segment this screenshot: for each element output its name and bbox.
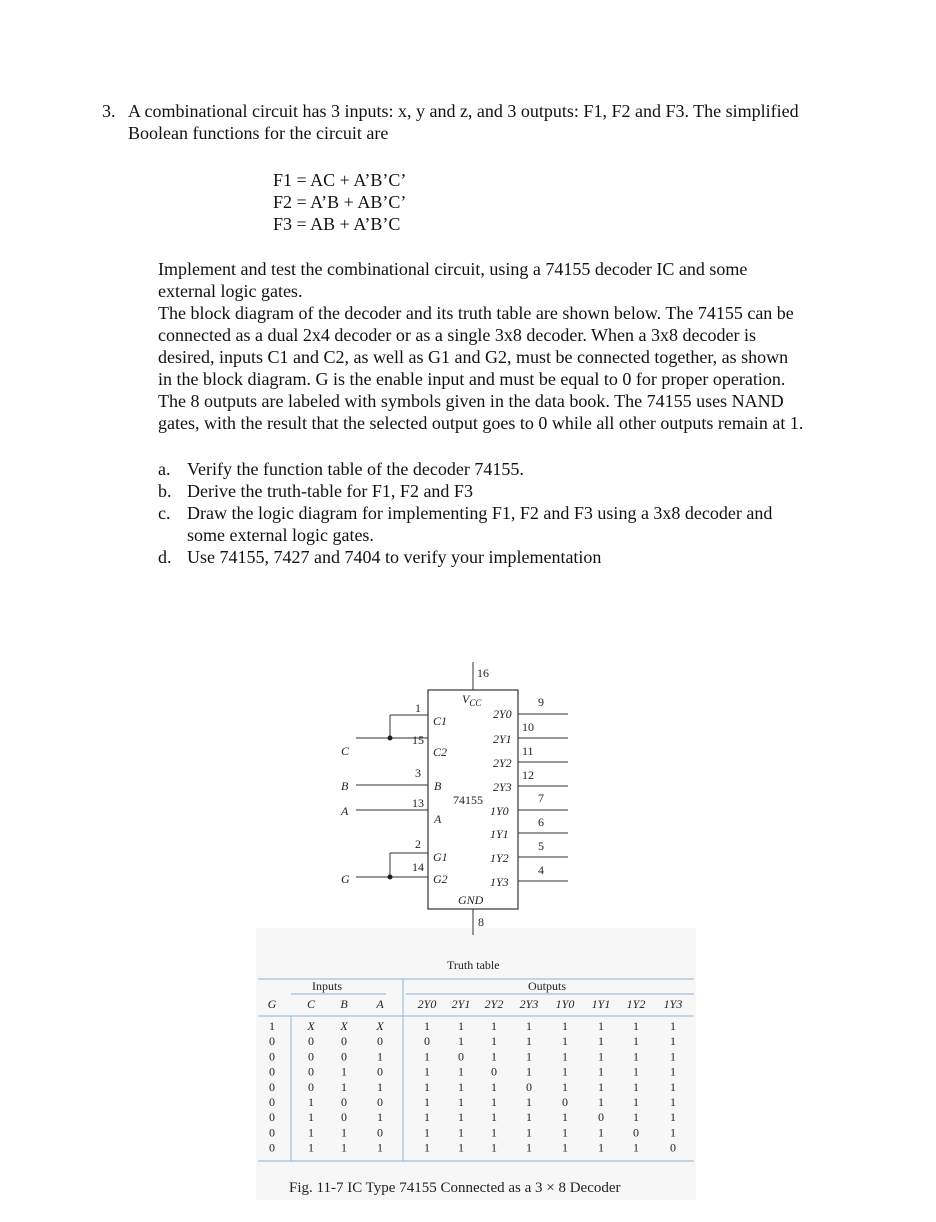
pin-number: 12 xyxy=(522,768,534,782)
table-cell: X xyxy=(340,1019,348,1033)
table-cell: 1 xyxy=(424,1064,430,1079)
column-header: 1Y2 xyxy=(626,997,646,1011)
gnd-pin-number: 8 xyxy=(478,915,484,929)
table-cell: 0 xyxy=(377,1125,383,1140)
table-cell: 1 xyxy=(633,1079,639,1094)
intro-line-2: Boolean functions for the circuit are xyxy=(128,123,389,143)
table-cell: 1 xyxy=(424,1140,430,1155)
inputs-group-label: Inputs xyxy=(312,979,342,993)
pin-number: 10 xyxy=(522,720,534,734)
table-cell: 0 xyxy=(458,1049,464,1064)
paragraph-line: in the block diagram. G is the enable input and must be equal to 0 for proper operation. xyxy=(158,369,786,389)
paragraph-line: external logic gates. xyxy=(158,281,303,301)
table-cell: 1 xyxy=(341,1079,347,1094)
table-cell: 1 xyxy=(526,1064,532,1079)
pin-label: 2Y0 xyxy=(493,707,512,721)
table-cell: 1 xyxy=(377,1140,383,1155)
table-cell: 0 xyxy=(491,1064,497,1079)
pin-label: C1 xyxy=(433,714,448,728)
table-cell: 1 xyxy=(424,1110,430,1125)
paragraph-line: Implement and test the combinational circuit, using a 74155 decoder IC and some xyxy=(158,259,748,279)
table-cell: 0 xyxy=(341,1034,347,1049)
paragraph-line: connected as a dual 2x4 decoder or as a single 3x8 decoder. When a 3x8 decoder is xyxy=(158,325,756,345)
task-text: Draw the logic diagram for implementing F1, F2 and F3 using a 3x8 decoder and xyxy=(187,503,773,523)
table-cell: 0 xyxy=(341,1049,347,1064)
pin-number: 1 xyxy=(415,701,421,715)
column-header: 1Y0 xyxy=(555,997,575,1011)
problem-number: 3. xyxy=(102,101,116,121)
pin-number: 4 xyxy=(538,863,544,877)
table-cell: 1 xyxy=(526,1140,532,1155)
table-cell: 1 xyxy=(670,1034,676,1049)
table-cell: 1 xyxy=(670,1079,676,1094)
table-cell: 1 xyxy=(562,1140,568,1155)
table-cell: 0 xyxy=(269,1049,275,1064)
equation-f3: F3 = AB + A’B’C xyxy=(273,214,401,234)
paragraph-line: The 8 outputs are labeled with symbols given in the data book. The 74155 uses NAND xyxy=(158,391,784,411)
table-cell: 1 xyxy=(670,1049,676,1064)
table-cell: 1 xyxy=(526,1019,532,1033)
table-cell: 1 xyxy=(526,1125,532,1140)
pin-label: C2 xyxy=(433,745,448,759)
table-cell: 1 xyxy=(424,1095,430,1109)
table-cell: 0 xyxy=(308,1049,314,1064)
vcc-pin-number: 16 xyxy=(477,666,489,680)
table-cell: 1 xyxy=(341,1140,347,1155)
pin-number: 11 xyxy=(522,744,534,758)
table-cell: 1 xyxy=(598,1034,604,1049)
table-cell: 1 xyxy=(526,1095,532,1109)
table-cell: 1 xyxy=(526,1049,532,1064)
table-cell: 1 xyxy=(633,1019,639,1033)
figure-caption: Fig. 11-7 IC Type 74155 Connected as a 3 × 8 Decoder xyxy=(289,1180,621,1196)
table-cell: 0 xyxy=(633,1125,639,1140)
table-cell: 1 xyxy=(633,1034,639,1049)
table-cell: 1 xyxy=(458,1110,464,1125)
table-cell: 1 xyxy=(670,1125,676,1140)
table-cell: 1 xyxy=(458,1140,464,1155)
pin-label: 1Y3 xyxy=(490,875,509,889)
table-cell: 1 xyxy=(670,1019,676,1033)
table-cell: 0 xyxy=(424,1034,430,1049)
table-cell: 1 xyxy=(598,1140,604,1155)
table-cell: 1 xyxy=(491,1034,497,1049)
table-cell: 1 xyxy=(562,1019,568,1033)
task-text: Derive the truth-table for F1, F2 and F3 xyxy=(187,481,473,501)
table-cell: 0 xyxy=(308,1064,314,1079)
input-label-g: G xyxy=(341,872,350,886)
table-cell: 0 xyxy=(377,1064,383,1079)
pin-number: 7 xyxy=(538,791,544,805)
table-cell: 0 xyxy=(341,1110,347,1125)
task-letter: d. xyxy=(158,547,172,567)
pin-number: 14 xyxy=(412,860,424,874)
table-cell: 0 xyxy=(308,1034,314,1049)
table-cell: 1 xyxy=(458,1095,464,1109)
table-cell: 0 xyxy=(670,1140,676,1155)
table-cell: 1 xyxy=(269,1019,275,1033)
table-cell: 1 xyxy=(491,1140,497,1155)
table-cell: 1 xyxy=(526,1110,532,1125)
table-cell: 1 xyxy=(562,1049,568,1064)
table-cell: 1 xyxy=(633,1110,639,1125)
table-cell: 1 xyxy=(562,1064,568,1079)
column-header: 2Y3 xyxy=(519,997,539,1011)
table-cell: 1 xyxy=(458,1034,464,1049)
chip-name: 74155 xyxy=(453,793,483,807)
junction-dot-c xyxy=(388,736,393,741)
pin-label: B xyxy=(434,779,442,793)
column-header: 2Y0 xyxy=(417,997,437,1011)
table-cell: 1 xyxy=(424,1019,430,1033)
table-cell: 0 xyxy=(377,1034,383,1049)
pin-number: 13 xyxy=(412,796,424,810)
task-letter: a. xyxy=(158,459,171,479)
pin-label: 1Y1 xyxy=(490,827,509,841)
table-cell: 0 xyxy=(269,1095,275,1109)
pin-number: 3 xyxy=(415,766,421,780)
pin-label: 1Y2 xyxy=(490,851,509,865)
table-cell: 0 xyxy=(526,1079,532,1094)
table-cell: 0 xyxy=(377,1095,383,1109)
table-cell: 0 xyxy=(562,1095,568,1109)
table-cell: 1 xyxy=(491,1095,497,1109)
table-cell: 1 xyxy=(424,1049,430,1064)
pin-label: 1Y0 xyxy=(490,804,509,818)
table-cell: 1 xyxy=(598,1125,604,1140)
table-cell: 1 xyxy=(633,1064,639,1079)
table-cell: 1 xyxy=(598,1095,604,1109)
table-cell: 1 xyxy=(341,1125,347,1140)
pin-label: 2Y3 xyxy=(493,780,512,794)
table-cell: 1 xyxy=(424,1079,430,1094)
table-cell: 0 xyxy=(598,1110,604,1125)
task-letter: b. xyxy=(158,481,172,501)
paragraph-line: desired, inputs C1 and C2, as well as G1 and G2, must be connected together, as shown xyxy=(158,347,789,367)
paragraph-line: The block diagram of the decoder and its truth table are shown below. The 74155 can be xyxy=(158,303,794,323)
table-cell: 1 xyxy=(670,1110,676,1125)
pin-number: 6 xyxy=(538,815,544,829)
equation-f1: F1 = AC + A’B’C’ xyxy=(273,170,407,190)
pin-number: 2 xyxy=(415,837,421,851)
truth-table-title: Truth table xyxy=(447,958,500,972)
table-cell: 1 xyxy=(562,1110,568,1125)
pin-number: 15 xyxy=(412,733,424,747)
table-cell: 1 xyxy=(598,1064,604,1079)
table-cell: 1 xyxy=(308,1140,314,1155)
equation-f2: F2 = A’B + AB’C’ xyxy=(273,192,407,212)
table-cell: 1 xyxy=(562,1034,568,1049)
input-label-b: B xyxy=(341,779,349,793)
table-cell: 0 xyxy=(269,1140,275,1155)
table-cell: 1 xyxy=(491,1079,497,1094)
table-cell: 1 xyxy=(377,1049,383,1064)
pin-label: G1 xyxy=(433,850,448,864)
table-cell: 1 xyxy=(377,1110,383,1125)
paragraph-line: gates, with the result that the selected output goes to 0 while all other outputs remain at 1. xyxy=(158,413,804,433)
table-cell: 1 xyxy=(633,1095,639,1109)
table-cell: 1 xyxy=(491,1110,497,1125)
pin-label: G2 xyxy=(433,872,448,886)
column-header: 2Y1 xyxy=(451,997,471,1011)
column-header: 1Y3 xyxy=(663,997,683,1011)
pin-label: 2Y1 xyxy=(493,732,512,746)
column-header: B xyxy=(340,997,348,1011)
table-cell: 1 xyxy=(458,1079,464,1094)
table-cell: 1 xyxy=(377,1079,383,1094)
table-cell: 1 xyxy=(491,1019,497,1033)
table-cell: 1 xyxy=(670,1095,676,1109)
table-cell: 1 xyxy=(562,1125,568,1140)
table-cell: 1 xyxy=(598,1049,604,1064)
input-label-a: A xyxy=(341,804,349,818)
pin-label: 2Y2 xyxy=(493,756,512,770)
table-cell: 0 xyxy=(269,1125,275,1140)
table-cell: 1 xyxy=(341,1064,347,1079)
task-letter: c. xyxy=(158,503,171,523)
table-cell: 1 xyxy=(308,1110,314,1125)
vcc-label: $V_{CC}$ xyxy=(462,692,482,708)
table-cell: 0 xyxy=(341,1095,347,1109)
pin-label: A xyxy=(434,812,442,826)
table-cell: 0 xyxy=(269,1079,275,1094)
pin-number: 9 xyxy=(538,695,544,709)
table-cell: X xyxy=(307,1019,315,1033)
column-header: 1Y1 xyxy=(591,997,611,1011)
table-cell: 0 xyxy=(269,1034,275,1049)
table-cell: X xyxy=(376,1019,384,1033)
column-header: C xyxy=(306,997,316,1011)
table-cell: 0 xyxy=(308,1079,314,1094)
table-cell: 1 xyxy=(458,1064,464,1079)
table-cell: 1 xyxy=(598,1079,604,1094)
column-header: 2Y2 xyxy=(484,997,504,1011)
column-header: A xyxy=(376,997,384,1011)
table-cell: 1 xyxy=(670,1064,676,1079)
input-label-c: C xyxy=(341,744,350,758)
table-cell: 1 xyxy=(491,1049,497,1064)
table-cell: 1 xyxy=(308,1125,314,1140)
table-cell: 1 xyxy=(633,1049,639,1064)
table-cell: 1 xyxy=(308,1095,314,1109)
table-cell: 0 xyxy=(269,1110,275,1125)
pin-number: 5 xyxy=(538,839,544,853)
column-header: G xyxy=(267,997,277,1011)
table-cell: 1 xyxy=(526,1034,532,1049)
table-cell: 1 xyxy=(598,1019,604,1033)
table-cell: 1 xyxy=(562,1079,568,1094)
table-cell: 1 xyxy=(424,1125,430,1140)
table-cell: 1 xyxy=(458,1125,464,1140)
intro-line-1: A combinational circuit has 3 inputs: x, y and z, and 3 outputs: F1, F2 and F3. The simplified xyxy=(128,101,799,121)
task-text: Verify the function table of the decoder 74155. xyxy=(187,459,524,479)
task-text: some external logic gates. xyxy=(187,525,374,545)
table-cell: 1 xyxy=(633,1140,639,1155)
junction-dot-g xyxy=(388,875,393,880)
table-cell: 1 xyxy=(458,1019,464,1033)
table-cell: 0 xyxy=(269,1064,275,1079)
gnd-label: GND xyxy=(458,893,484,907)
outputs-group-label: Outputs xyxy=(528,979,567,993)
task-text: Use 74155, 7427 and 7404 to verify your implementation xyxy=(187,547,602,567)
table-cell: 1 xyxy=(491,1125,497,1140)
